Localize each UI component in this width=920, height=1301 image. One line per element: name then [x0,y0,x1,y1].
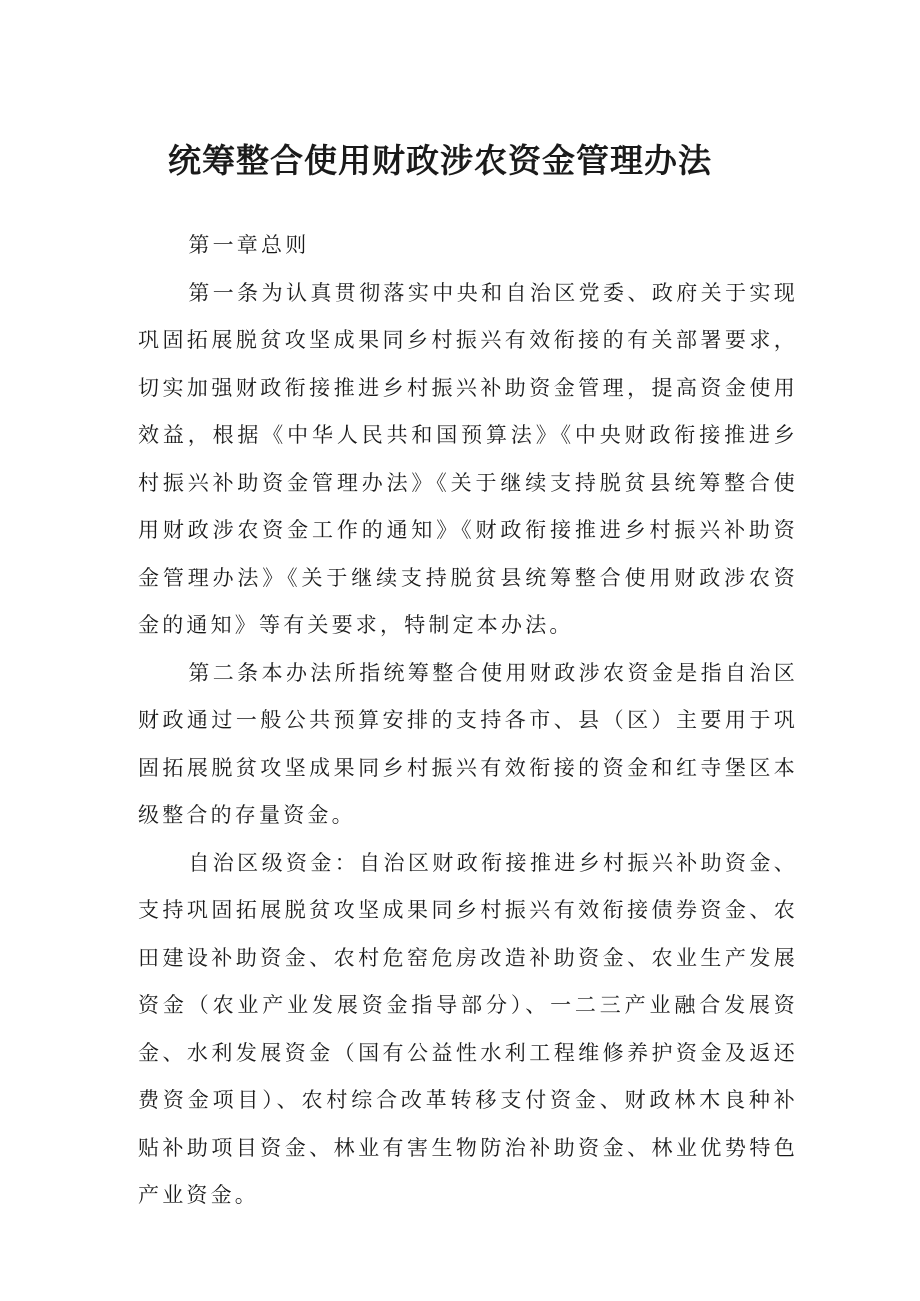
chapter-heading: 第一章总则 [188,233,310,257]
article-1-paragraph: 第一条为认真贯彻落实中央和自治区党委、政府关于实现巩固拓展脱贫攻坚成果同乡村振兴有效衔接的有关部署要求，切实加强财政衔接推进乡村振兴补助资金管理，提高资金使用效益，根据《中华人民共和国预算法》《中央财政衔接推进乡村振兴补助资金管理办法》《关于继续支持脱贫县统筹整合使用财政涉农资金工作的通知》《财政衔接推进乡村振兴补助资金管理办法》《关于继续支持脱贫县统筹整合使用财政涉农资金的通知》等有关要求，特制定本办法。 [138,280,798,637]
document-title: 统筹整合使用财政涉农资金管理办法 [168,141,712,180]
document-body [138,222,798,1220]
article-2-paragraph: 第二条本办法所指统筹整合使用财政涉农资金是指自治区财政通过一般公共预算安排的支持各市、县（区）主要用于巩固拓展脱贫攻坚成果同乡村振兴有效衔接的资金和红寺堡区本级整合的存量资金。 [138,660,798,827]
regional-funds-paragraph: 自治区级资金：自治区财政衔接推进乡村振兴补助资金、支持巩固拓展脱贫攻坚成果同乡村振兴有效衔接债券资金、农田建设补助资金、农村危窑危房改造补助资金、农业生产发展资金（农业产业发展资金指导部分）、一二三产业融合发展资金、水利发展资金（国有公益性水利工程维修养护资金及返还费资金项目）、农村综合改革转移支付资金、财政林木良种补贴补助项目资金、林业有害生物防治补助资金、林业优势特色产业资金。 [138,850,798,1207]
